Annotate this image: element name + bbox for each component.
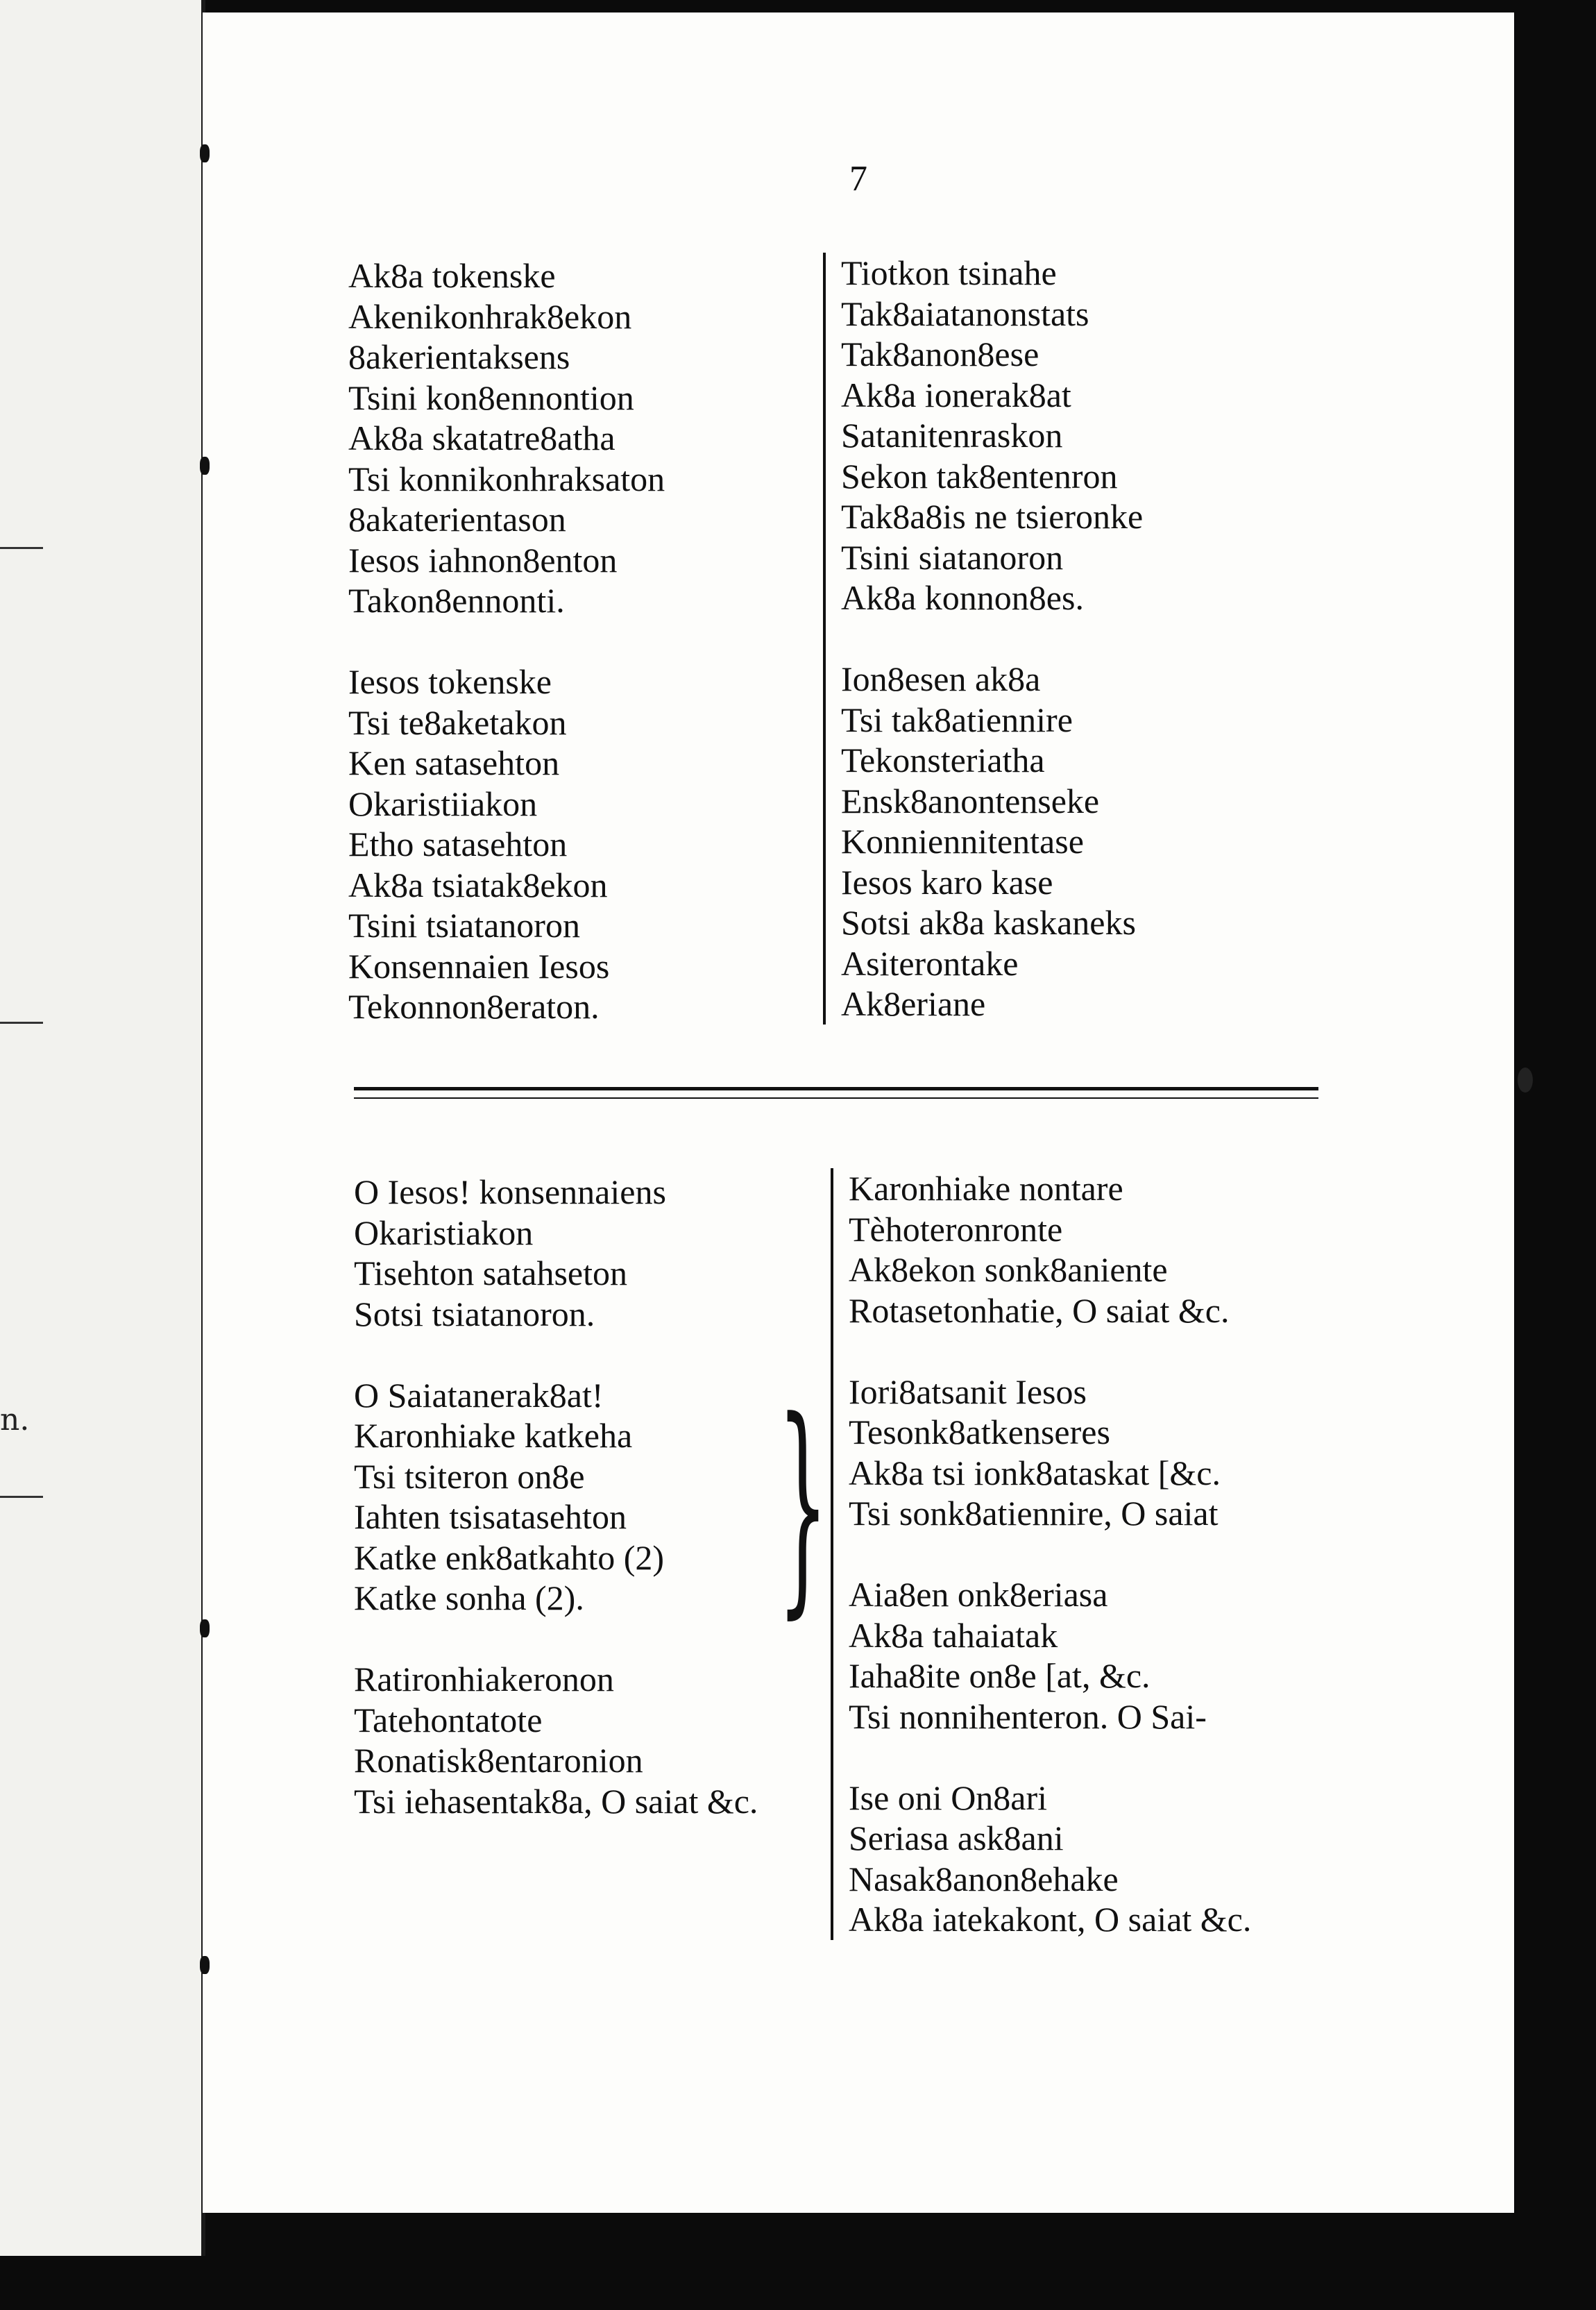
verse-line: Ak8eriane (841, 984, 986, 1023)
verse-line: Iori8atsanit Iesos (849, 1372, 1087, 1411)
verse-line: Tekonnon8eraton. (348, 987, 600, 1026)
section-divider-thick (354, 1087, 1318, 1090)
verse-line: O Iesos! konsennaiens (354, 1172, 666, 1211)
verse-line: Ak8a iatekakont, O saiat &c. (849, 1900, 1252, 1939)
verse-line: Okaristiiakon (348, 784, 538, 823)
binding-mark (200, 1956, 210, 1974)
left-page-fragment-text: n. (0, 1402, 30, 1438)
verse-line: Karonhiake katkeha (354, 1416, 633, 1455)
verse-line: Iesos iahnon8enton (348, 540, 618, 580)
verse-line: Tsini siatanoron (841, 537, 1064, 577)
section1-left-column (348, 255, 665, 1027)
verse-line: Ak8a skatatre8atha (348, 419, 616, 457)
verse-line: Tekonsteriatha (841, 741, 1045, 779)
verse-line: Takon8ennonti. (348, 581, 565, 620)
page-edge-mark (1518, 1068, 1533, 1093)
verse-line: Ak8ekon sonk8aniente (849, 1250, 1168, 1289)
verse-line: Etho satasehton (348, 825, 568, 863)
section1-right-column (823, 253, 1143, 1025)
verse-line: Ak8a konnon8es. (841, 578, 1084, 617)
verse-line: Tsini kon8ennontion (348, 378, 634, 417)
verse-line: Ensk8anontenseke (841, 781, 1100, 820)
verse-line: Tisehton satahseton (354, 1254, 627, 1292)
book-page (203, 12, 1514, 2213)
verse-line: O Saiatanerak8at! (354, 1375, 604, 1415)
verse-line: Sekon tak8entenron (841, 456, 1118, 496)
verse-line: Sotsi ak8a kaskaneks (841, 903, 1136, 942)
verse-line: Iesos karo kase (841, 862, 1053, 902)
verse-line: Tsini tsiatanoron (348, 906, 580, 945)
left-page-rule (0, 1496, 43, 1498)
adjacent-left-page (0, 0, 205, 2256)
verse-line: Seriasa ask8ani (849, 1819, 1064, 1857)
verse-line: Tsi iehasentak8a, O saiat &c. (354, 1781, 758, 1821)
verse-line: Ronatisk8entaronion (354, 1741, 643, 1780)
verse-line: Satanitenraskon (841, 416, 1063, 455)
verse-line: Konniennitentase (841, 822, 1084, 861)
verse-line: Ise oni On8ari (849, 1778, 1048, 1817)
verse-line: Konsennaien Iesos (348, 946, 610, 986)
verse-line: Tsi te8aketakon (348, 702, 567, 742)
verse-line: Iaha8ite on8e [at, &c. (849, 1656, 1151, 1695)
verse-line: Tsi sonk8atiennire, O saiat (849, 1494, 1219, 1533)
verse-line: Akenikonhrak8ekon (348, 296, 632, 336)
verse-line: 8akaterientason (348, 500, 566, 539)
section2-right-column (831, 1168, 1251, 1940)
verse-line: Ratironhiakeronon (354, 1660, 614, 1698)
verse-line: Tatehontatote (354, 1700, 543, 1739)
verse-line: Tsi konnikonhraksaton (348, 459, 665, 498)
verse-line: Tèhoteronronte (849, 1209, 1063, 1249)
verse-line: Tak8a8is ne tsieronke (841, 497, 1144, 536)
verse-line: Tak8anon8ese (841, 335, 1039, 373)
verse-line: Katke enk8atkahto (2) (354, 1537, 665, 1577)
verse-line: Ak8a tsiatak8ekon (348, 865, 608, 904)
verse-line: Okaristiakon (354, 1213, 534, 1252)
verse-line: Karonhiake nontare (849, 1169, 1123, 1208)
verse-line: Tak8aiatanonstats (841, 294, 1089, 333)
verse-line: Ken satasehton (348, 743, 560, 782)
verse-line: Asiterontake (841, 943, 1019, 983)
grouping-brace: } (777, 1372, 829, 1638)
verse-line: Iesos tokenske (348, 662, 552, 701)
verse-line: Iahten tsisatasehton (354, 1497, 627, 1536)
verse-line: Ion8esen ak8a (841, 659, 1041, 698)
verse-line: Rotasetonhatie, O saiat &c. (849, 1290, 1230, 1330)
verse-line: Tsi tak8atiennire (841, 700, 1073, 739)
verse-line: Sotsi tsiatanoron. (354, 1294, 595, 1333)
verse-line: Nasak8anon8ehake (849, 1859, 1119, 1898)
verse-line: Ak8a tokenske (348, 256, 556, 295)
left-page-rule (0, 1022, 43, 1024)
verse-line: Ak8a tahaiatak (849, 1615, 1058, 1655)
left-page-rule (0, 547, 43, 549)
binding-mark (200, 1619, 210, 1637)
binding-mark (200, 457, 210, 475)
verse-line: Katke sonha (2). (354, 1578, 584, 1617)
verse-line: Tsi nonnihenteron. O Sai- (849, 1696, 1207, 1736)
page-number: 7 (849, 159, 867, 199)
section2-left-column (354, 1172, 758, 1821)
verse-line: Tesonk8atkenseres (849, 1413, 1110, 1451)
verse-line: Ak8a ionerak8at (841, 375, 1071, 414)
verse-line: Tsi tsiteron on8e (354, 1456, 585, 1496)
verse-line: Ak8a tsi ionk8ataskat [&c. (849, 1453, 1221, 1492)
verse-line: 8akerientaksens (348, 337, 570, 376)
section-divider-thin (354, 1097, 1318, 1099)
verse-line: Tiotkon tsinahe (841, 253, 1057, 292)
verse-line: Aia8en onk8eriasa (849, 1575, 1108, 1614)
